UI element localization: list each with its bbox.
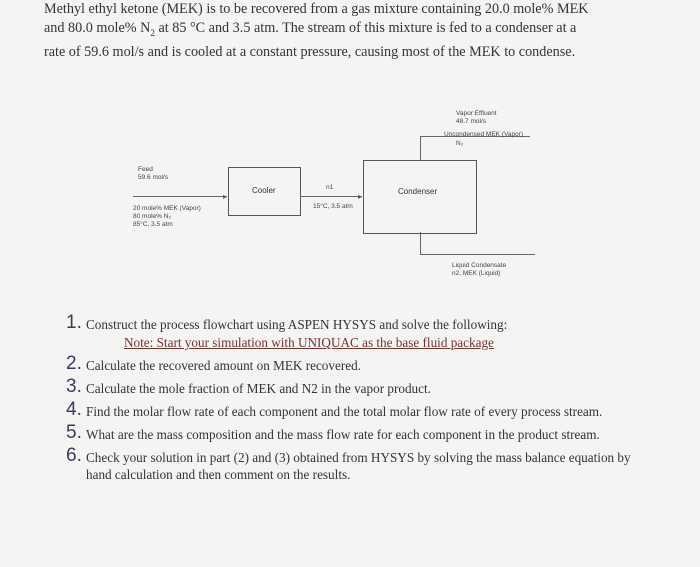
intro-line-2-sub: 2 [150,27,155,38]
question-number: 2. [66,353,82,374]
intro-line-2b: at 85 °C and 3.5 atm. The stream of this mixture is fed to a condenser at a [154,20,577,36]
questions-list [66,312,656,489]
intro-line-2a: and 80.0 mole% N [44,20,151,36]
problem-statement [44,0,674,62]
question-item [66,353,656,374]
feed-conditions: 85°C, 3.5 atm [133,221,173,228]
question-number: 6. [66,445,82,466]
vapor-composition-mek: Uncondensed MEK (Vapor) [444,131,524,138]
liquid-composition: n2, MEK (Liquid) [452,270,501,277]
question-text: Calculate the mole fraction of MEK and N2 in the vapor product. [86,381,431,396]
question-number: 3. [66,376,82,397]
question-text: Construct the process flowchart using ASPEN HYSYS and solve the following: [86,317,508,332]
vapor-stream-riser [420,136,421,160]
question-number: 5. [66,422,82,443]
stream-n1-label: n1 [326,184,334,191]
vapor-title: Vapor Effluent [456,110,497,117]
condenser-label: Condenser [398,187,438,196]
question-item [66,399,656,420]
feed-rate: 59.6 mol/s [138,174,168,181]
question-number: 1. [66,312,82,333]
question-text: What are the mass composition and the mass flow rate for each component in the product stream. [86,427,600,442]
question-text: Check your solution in part (2) and (3) obtained from HYSYS by solving the mass balance equation by hand calculation and then comment on the results. [86,450,631,482]
feed-stream-line [133,196,227,197]
question-note: Note: Start your simulation with UNIQUAC as the base fluid package [124,335,494,350]
vapor-composition-n2: N₂ [456,140,464,147]
stream-n1-conditions: 15°C, 3.5 atm [313,203,353,210]
cooler-label: Cooler [252,186,276,195]
n1-arrow-icon: ▸ [358,192,363,201]
feed-arrow-icon: ▸ [223,192,228,201]
intro-line-2 [44,19,674,43]
feed-composition-n2: 80 mole% N₂ [133,213,171,220]
liquid-stream-drop [420,232,421,254]
liquid-stream-line [420,254,535,255]
question-item [66,445,656,483]
question-item [66,312,656,351]
condenser-box [363,160,477,234]
intro-line-1: Methyl ethyl ketone (MEK) is to be recovered from a gas mixture containing 20.0 mole% MEK [44,1,589,17]
vapor-rate: 48.7 mol/s [456,118,486,125]
question-text: Calculate the recovered amount on MEK recovered. [86,358,361,373]
intro-line-3: rate of 59.6 mol/s and is cooled at a constant pressure, causing most of the MEK to condense. [44,43,576,60]
feed-composition-mek: 20 mole% MEK (Vapor) [133,205,201,212]
liquid-title: Liquid Condensate [452,262,507,269]
feed-title: Feed [138,166,153,173]
question-number: 4. [66,399,82,420]
question-item [66,376,656,397]
question-item [66,422,656,443]
stream-n1-line [300,196,362,197]
question-text: Find the molar flow rate of each component and the total molar flow rate of every process stream. [86,404,603,419]
